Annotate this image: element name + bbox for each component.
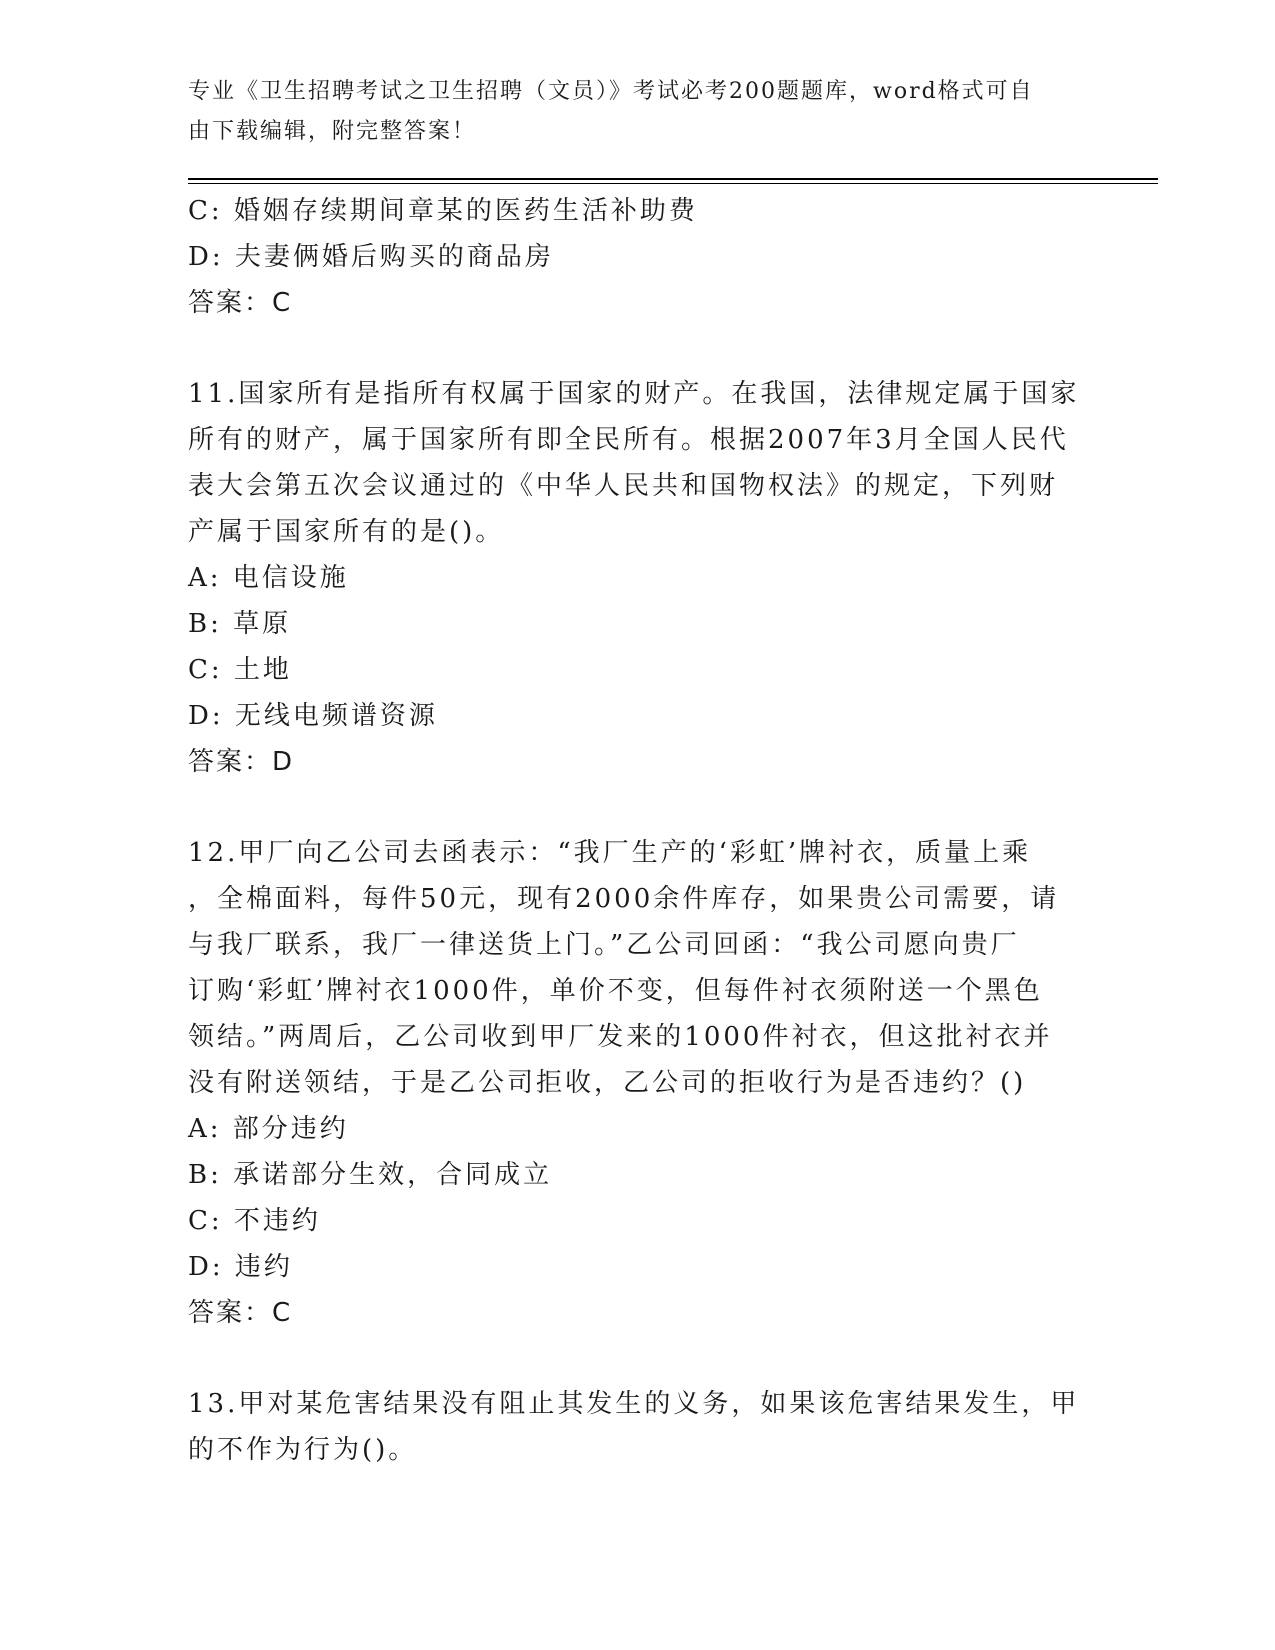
option-c: C: 不违约 [188, 1206, 321, 1236]
option-a: A: 部分违约 [188, 1114, 349, 1144]
header-line-2: 由下载编辑，附完整答案！ [188, 119, 477, 144]
header-line-1: 专业《卫生招聘考试之卫生招聘（文员）》考试必考200题题库，word格式可自 [188, 79, 1034, 104]
question-text-line: 的不作为行为()。 [188, 1435, 418, 1465]
option-a: A: 电信设施 [188, 563, 349, 593]
question-text-line: 产属于国家所有的是()。 [188, 517, 505, 547]
option-d: D: 夫妻俩婚后购买的商品房 [188, 242, 554, 272]
option-b: B: 草原 [188, 609, 292, 639]
option-c: C: 土地 [188, 655, 292, 685]
question-text-line: 所有的财产，属于国家所有即全民所有。根据2007年3月全国人民代 [188, 425, 1069, 455]
question-text-line: 12.甲厂向乙公司去函表示：“我厂生产的‘彩虹’牌衬衣，质量上乘 [188, 838, 1032, 868]
document-header [188, 72, 1068, 152]
document-body [188, 188, 1078, 1473]
spacer [188, 785, 1078, 830]
question-13 [188, 1381, 1078, 1473]
answer-line: 答案：D [188, 747, 295, 777]
option-d: D: 违约 [188, 1252, 293, 1282]
question-text-line: 表大会第五次会议通过的《中华人民共和国物权法》的规定，下列财 [188, 471, 1059, 501]
question-12 [188, 830, 1078, 1336]
spacer [188, 326, 1078, 371]
header-divider-thin [188, 183, 1158, 184]
spacer [188, 1336, 1078, 1381]
option-d: D: 无线电频谱资源 [188, 701, 438, 731]
option-c: C: 婚姻存续期间章某的医药生活补助费 [188, 196, 698, 226]
answer-line: 答案：C [188, 288, 293, 318]
question-text-line: 订购‘彩虹’牌衬衣1000件，单价不变，但每件衬衣须附送一个黑色 [188, 976, 1043, 1006]
question-10-tail [188, 188, 1078, 326]
option-b: B: 承诺部分生效，合同成立 [188, 1160, 553, 1190]
question-text-line: 与我厂联系，我厂一律送货上门。”乙公司回函：“我公司愿向贵厂 [188, 930, 1020, 960]
question-11 [188, 371, 1078, 785]
header-divider-thick [188, 178, 1158, 180]
question-text-line: 11.国家所有是指所有权属于国家的财产。在我国，法律规定属于国家 [188, 379, 1080, 409]
question-text-line: 13.甲对某危害结果没有阻止其发生的义务，如果该危害结果发生，甲 [188, 1389, 1080, 1419]
question-text-line: 没有附送领结，于是乙公司拒收，乙公司的拒收行为是否违约？() [188, 1068, 1027, 1098]
answer-line: 答案：C [188, 1298, 293, 1328]
question-text-line: 领结。”两周后，乙公司收到甲厂发来的1000件衬衣，但这批衬衣并 [188, 1022, 1053, 1052]
question-text-line: ，全棉面料，每件50元，现有2000余件库存，如果贵公司需要，请 [188, 884, 1060, 914]
